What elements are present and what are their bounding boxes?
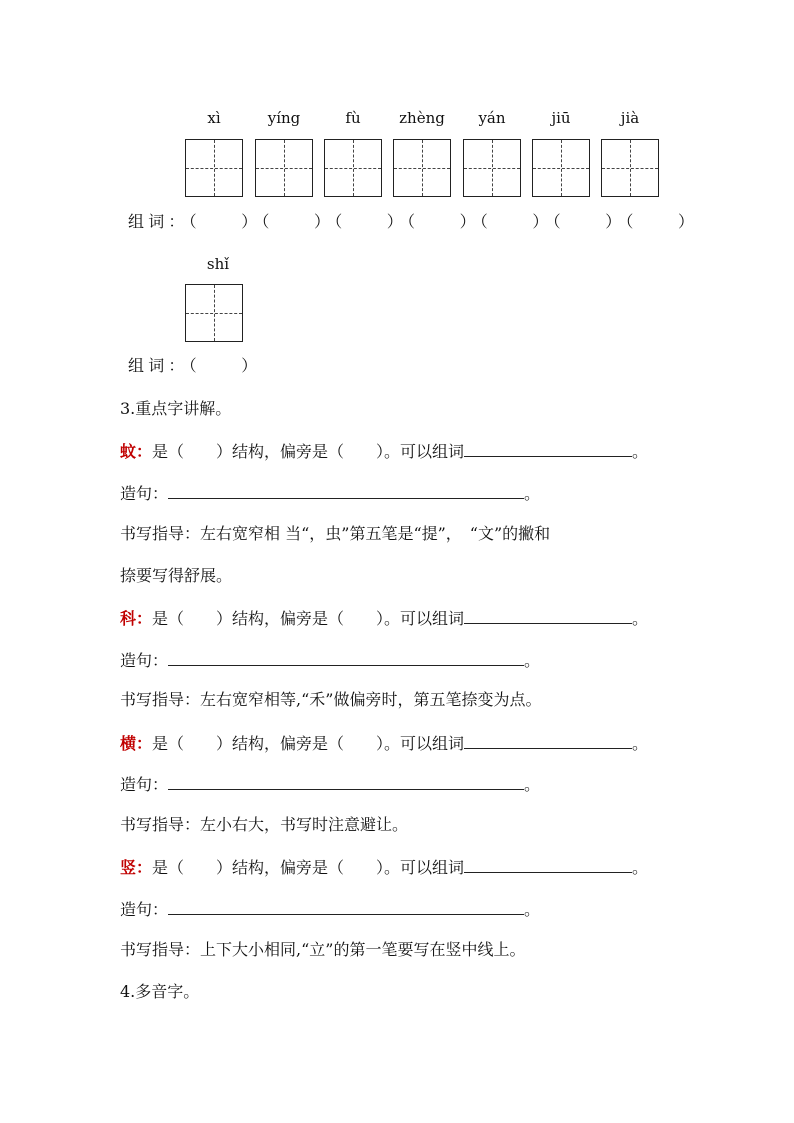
- sentence-blank[interactable]: [168, 898, 524, 915]
- sentence-row: 造句： 。: [120, 651, 541, 670]
- writing-grid-box[interactable]: [601, 139, 659, 197]
- writing-grid-box[interactable]: [255, 139, 313, 197]
- sentence-row: 造句： 。: [120, 484, 541, 503]
- writing-grid-box[interactable]: [463, 139, 521, 197]
- sentence-row: 造句： 。: [120, 775, 541, 794]
- writing-guide: 捺要写得舒展。: [120, 566, 233, 585]
- pinyin-label: yán: [478, 109, 506, 127]
- key-character: 科: [120, 609, 137, 628]
- key-character: 蚊: [120, 442, 137, 461]
- writing-grid-box[interactable]: [185, 284, 243, 342]
- pinyin-label: yíng: [267, 109, 301, 127]
- writing-guide: 书写指导：上下大小相同,“立”的第一笔要写在竖中线上。: [120, 940, 526, 959]
- writing-guide: 书写指导：左右宽窄相等,“禾”做偏旁时，第五笔捺变为点。: [120, 690, 542, 709]
- writing-grid-box[interactable]: [324, 139, 382, 197]
- pinyin-label: jiū: [551, 109, 571, 127]
- word-formation-row: 组词：（ ）（ ）（ ）（ ）（ ）（ ）（ ）: [128, 212, 699, 231]
- sentence-blank[interactable]: [168, 649, 524, 666]
- section-title: 3.重点字讲解。: [120, 399, 232, 418]
- sentence-blank[interactable]: [168, 482, 524, 499]
- word-formation-row: 组词：（ ）: [128, 356, 262, 375]
- pinyin-label: fù: [345, 109, 361, 127]
- sentence-row: 造句： 。: [120, 900, 541, 919]
- pinyin-label: shǐ: [206, 255, 230, 273]
- answer-blank[interactable]: [464, 732, 632, 749]
- writing-grid-box[interactable]: [532, 139, 590, 197]
- char-question-row: 蚊：是（ ）结构，偏旁是（ ）。可以组词 。: [120, 442, 649, 461]
- pinyin-label: jià: [620, 109, 640, 127]
- char-question-row: 竖：是（ ）结构，偏旁是（ ）。可以组词 。: [120, 858, 649, 877]
- writing-guide: 书写指导：左右宽窄相 当“，虫”第五笔是“提”， “文”的撇和: [120, 524, 551, 543]
- writing-grid-box[interactable]: [393, 139, 451, 197]
- answer-blank[interactable]: [464, 607, 632, 624]
- writing-guide: 书写指导：左小右大，书写时注意避让。: [120, 815, 409, 834]
- char-question-row: 科：是（ ）结构，偏旁是（ ）。可以组词 。: [120, 609, 649, 628]
- key-character: 横: [120, 734, 137, 753]
- sentence-blank[interactable]: [168, 773, 524, 790]
- char-question-row: 横：是（ ）结构，偏旁是（ ）。可以组词 。: [120, 734, 649, 753]
- pinyin-label: xì: [207, 109, 221, 127]
- pinyin-label: zhèng: [399, 109, 445, 127]
- key-character: 竖: [120, 858, 137, 877]
- writing-grid-box[interactable]: [185, 139, 243, 197]
- answer-blank[interactable]: [464, 440, 632, 457]
- answer-blank[interactable]: [464, 856, 632, 873]
- section-title: 4.多音字。: [120, 982, 200, 1001]
